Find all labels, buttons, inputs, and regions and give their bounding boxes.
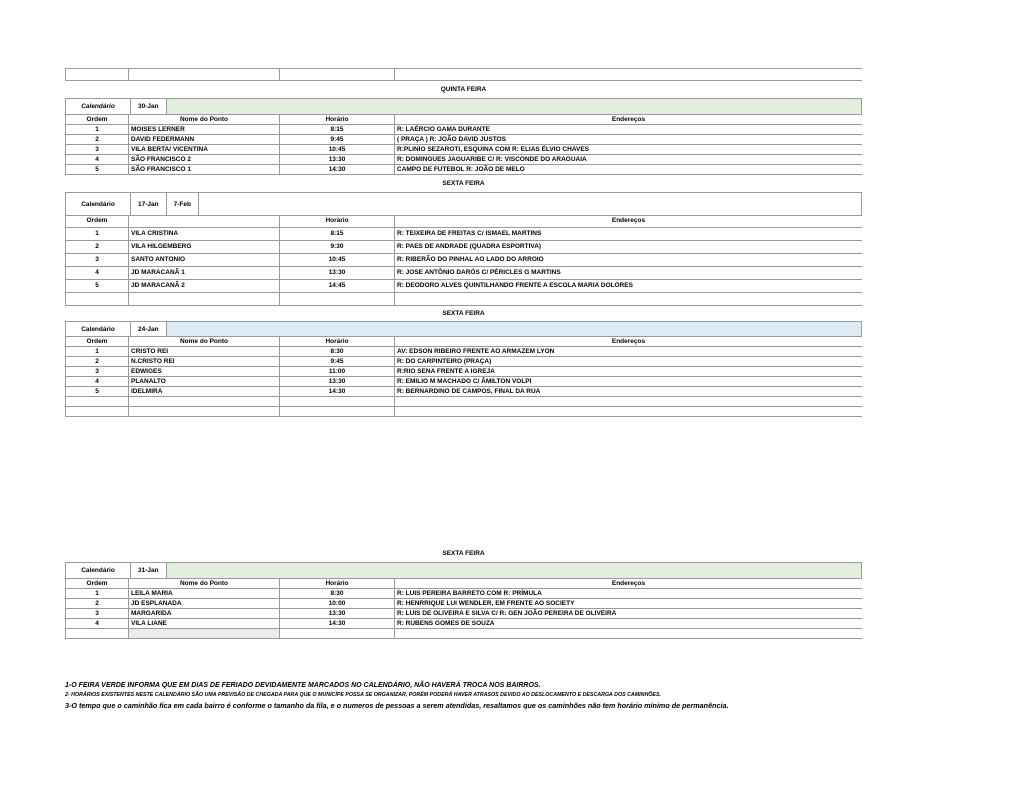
cell-endereco: R: LAÉRCIO GAMA DURANTE (395, 125, 863, 135)
cell-horario: 14:30 (280, 619, 395, 629)
cell-ordem: 2 (66, 241, 129, 254)
calendar-label: Calendário (66, 322, 131, 336)
cell-horario: 10:45 (280, 145, 395, 155)
cell-endereco: R: JOSE ANTÔNIO DARÓS C/ PÉRICLES G MARTINS (395, 267, 863, 280)
table-row-empty (66, 629, 863, 639)
cell-endereco: R: DEODORO ALVES QUINTILHANDO FRENTE A ESCOLA MARIA DOLORES (395, 280, 863, 293)
calendar-label: Calendário (66, 193, 131, 215)
table-header-row (66, 579, 863, 589)
table-row-empty (66, 397, 863, 407)
header-enderecos: Endereços (395, 115, 863, 125)
cell-horario: 9:45 (280, 357, 395, 367)
calendar-date: 17-Jan (131, 193, 167, 215)
cell-horario: 10:00 (280, 599, 395, 609)
cell-ordem: 4 (66, 155, 129, 165)
table-row (66, 387, 863, 397)
cell-endereco: R: LUIS DE OLIVEIRA E SILVA C/ R: GEN JOÃO PEREIRA DE OLIVEIRA (395, 609, 863, 619)
table-row (66, 619, 863, 629)
section-2-table (65, 215, 862, 306)
cell-endereco: CAMPO DE FUTEBOL R: JOÃO DE MELO (395, 165, 863, 175)
table-header-row (66, 115, 863, 125)
cell-nome: VILA HILGEMBERG (129, 241, 280, 254)
note-1: 1-O FEIRA VERDE INFORMA QUE EM DIAS DE FERIADO DEVIDAMENTE MARCADOS NO CALENDÁRIO, NÃO HAVERÁ TROCA NOS BAIRROS. (65, 682, 541, 689)
cell-nome: VILA LIANE (129, 619, 280, 629)
calendar-date: 7-Feb (167, 193, 199, 215)
cell-endereco: R: RIBERÃO DO PINHAL AO LADO DO ARROIO (395, 254, 863, 267)
cell-ordem: 1 (66, 125, 129, 135)
cell-nome: LEILA MARIA (129, 589, 280, 599)
section-3-table (65, 337, 862, 417)
table-row (66, 267, 863, 280)
cell-horario: 8:15 (280, 228, 395, 241)
header-horario: Horário (280, 115, 395, 125)
cell-ordem: 4 (66, 377, 129, 387)
cell-endereco: R: PAES DE ANDRADE (QUADRA ESPORTIVA) (395, 241, 863, 254)
table-row (66, 135, 863, 145)
calendar-date: 31-Jan (131, 563, 167, 578)
section-1-calendar-bar (65, 98, 862, 115)
cell-nome: VILA CRISTINA (129, 228, 280, 241)
cell-ordem: 5 (66, 165, 129, 175)
cell-endereco: R: BERNARDINO DE CAMPOS, FINAL DA RUA (395, 387, 863, 397)
cell-horario: 8:30 (280, 589, 395, 599)
table-row (66, 228, 863, 241)
table-row (66, 357, 863, 367)
cell-horario: 14:45 (280, 280, 395, 293)
table-row (66, 599, 863, 609)
header-enderecos: Endereços (395, 215, 863, 228)
cell-horario: 9:30 (280, 241, 395, 254)
cell-nome: JD ESPLANADA (129, 599, 280, 609)
table-row (66, 241, 863, 254)
cell-endereco: R: EMILIO M MACHADO C/ ÂMILTON VOLPI (395, 377, 863, 387)
cell-ordem: 4 (66, 267, 129, 280)
table-row (66, 125, 863, 135)
table-header-row (66, 337, 863, 347)
cell-horario: 13:30 (280, 267, 395, 280)
cell-nome: JD MARACANÃ 1 (129, 267, 280, 280)
cell-horario: 8:15 (280, 125, 395, 135)
cell-nome: VILA BERTA/ VICENTINA (129, 145, 280, 155)
header-ordem: Ordem (66, 115, 129, 125)
cell-endereco: R: RUBENS GOMES DE SOUZA (395, 619, 863, 629)
section-2-day-title: SEXTA FEIRA (442, 180, 485, 187)
calendar-fill (199, 193, 861, 215)
cell-horario: 14:30 (280, 387, 395, 397)
section-4-day-title: SEXTA FEIRA (442, 550, 485, 557)
cell-ordem: 2 (66, 135, 129, 145)
cell-nome: SÃO FRANCISCO 2 (129, 155, 280, 165)
section-4-table (65, 579, 862, 639)
cell-ordem: 2 (66, 599, 129, 609)
calendar-fill (167, 322, 861, 336)
cell-ordem: 5 (66, 387, 129, 397)
cell-ordem: 3 (66, 254, 129, 267)
calendar-fill (167, 563, 861, 578)
header-ordem: Ordem (66, 215, 129, 228)
cell-ordem: 5 (66, 280, 129, 293)
cell-endereco: R: DO CARPINTEIRO (PRAÇA) (395, 357, 863, 367)
cell-horario: 13:30 (280, 155, 395, 165)
section-1-table (65, 115, 862, 175)
header-horario: Horário (280, 579, 395, 589)
cell-nome: SANTO ANTONIO (129, 254, 280, 267)
header-ordem: Ordem (66, 579, 129, 589)
cell-nome: IDELMIRA (129, 387, 280, 397)
cell-nome: N.CRISTO REI (129, 357, 280, 367)
cell-ordem: 1 (66, 228, 129, 241)
cell-horario: 9:45 (280, 135, 395, 145)
section-1-day-title: QUINTA FEIRA (440, 86, 487, 93)
header-nome: Nome do Ponto (129, 579, 280, 589)
table-row (66, 165, 863, 175)
cell-endereco: R: LUIS PEREIRA BARRETO COM R: PRÍMULA (395, 589, 863, 599)
cell-horario: 8:30 (280, 347, 395, 357)
cell-horario: 10:45 (280, 254, 395, 267)
cell-nome: JD MARACANÃ 2 (129, 280, 280, 293)
cell-horario: 13:30 (280, 377, 395, 387)
calendar-label: Calendário (66, 563, 131, 578)
table-row (66, 367, 863, 377)
table-row (66, 145, 863, 155)
note-2: 2- HORÁRIOS EXISTENTES NESTE CALENDÁRIO SÃO UMA PREVISÃO DE CHEGADA PARA QUE O MUNICÍPE POSSA SE ORGANIZAR, PORÉM PODERÁ HAVER ATRASOS DEVIDO AO DESLOCAMENTO E DESCARGA DOS CAMINHÕES. (65, 692, 661, 698)
section-3-day-title: SEXTA FEIRA (442, 310, 485, 317)
table-header-row (66, 215, 863, 228)
cell-horario: 13:30 (280, 609, 395, 619)
cell-endereco: AV: EDSON RIBEIRO FRENTE AO ARMAZEM LYON (395, 347, 863, 357)
cell-endereco: R:PLINIO SEZAROTI, ESQUINA COM R: ELIAS ÉLVIO CHAVES (395, 145, 863, 155)
cell-ordem: 3 (66, 367, 129, 377)
table-row (66, 589, 863, 599)
cell-nome: PLANALTO (129, 377, 280, 387)
cell-ordem: 3 (66, 145, 129, 155)
cell-nome: SÃO FRANCISCO 1 (129, 165, 280, 175)
header-nome: Nome do Ponto (129, 337, 280, 347)
calendar-date: 24-Jan (131, 322, 167, 336)
header-ordem: Ordem (66, 337, 129, 347)
table-row (66, 377, 863, 387)
cell-ordem: 1 (66, 347, 129, 357)
cell-nome: EDWIGES (129, 367, 280, 377)
table-row (66, 280, 863, 293)
cell-endereco: R:RIO SENA FRENTE A IGREJA (395, 367, 863, 377)
calendar-label: Calendário (66, 99, 131, 114)
cell-nome: MOISES LERNER (129, 125, 280, 135)
table-row (66, 609, 863, 619)
header-horario: Horário (280, 215, 395, 228)
section-2-calendar-bar (65, 192, 862, 216)
cell-horario: 14:30 (280, 165, 395, 175)
cell-endereco: R: DOMINGUES JAGUARIBE C/ R: VISCONDE DO ARAGUAIA (395, 155, 863, 165)
table-row (66, 155, 863, 165)
cell-nome: CRISTO REI (129, 347, 280, 357)
cell-endereco: R: TEIXEIRA DE FREITAS C/ ISMAEL MARTINS (395, 228, 863, 241)
cell-nome: MARGARIDA (129, 609, 280, 619)
cell-ordem: 2 (66, 357, 129, 367)
table-row-empty (66, 407, 863, 417)
cell-ordem: 1 (66, 589, 129, 599)
calendar-fill (167, 99, 861, 114)
header-horario: Horário (280, 337, 395, 347)
header-enderecos: Endereços (395, 337, 863, 347)
cell-horario: 11:00 (280, 367, 395, 377)
cell-ordem: 4 (66, 619, 129, 629)
calendar-date: 30-Jan (131, 99, 167, 114)
section-4-calendar-bar (65, 562, 862, 579)
header-nome (129, 215, 280, 228)
table-row-empty (66, 293, 863, 306)
cell-endereco: ( PRAÇA ) R: JOÃO DAVID JUSTOS (395, 135, 863, 145)
section-3-calendar-bar (65, 321, 862, 337)
table-row (66, 254, 863, 267)
cell-ordem: 3 (66, 609, 129, 619)
top-empty-row (65, 68, 862, 81)
header-enderecos: Endereços (395, 579, 863, 589)
note-3: 3-O tempo que o caminhão fica em cada bairro é conforme o tamanho da fila, e o numeros de pessoas a serem atendidas, resaltamos que os caminhões não tem horário mínimo de permanência. (65, 701, 729, 710)
table-row (66, 347, 863, 357)
cell-endereco: R: HENRRIQUE LUI WENDLER, EM FRENTE AO SOCIETY (395, 599, 863, 609)
cell-nome: DAVID FEDERMANN (129, 135, 280, 145)
header-nome: Nome do Ponto (129, 115, 280, 125)
